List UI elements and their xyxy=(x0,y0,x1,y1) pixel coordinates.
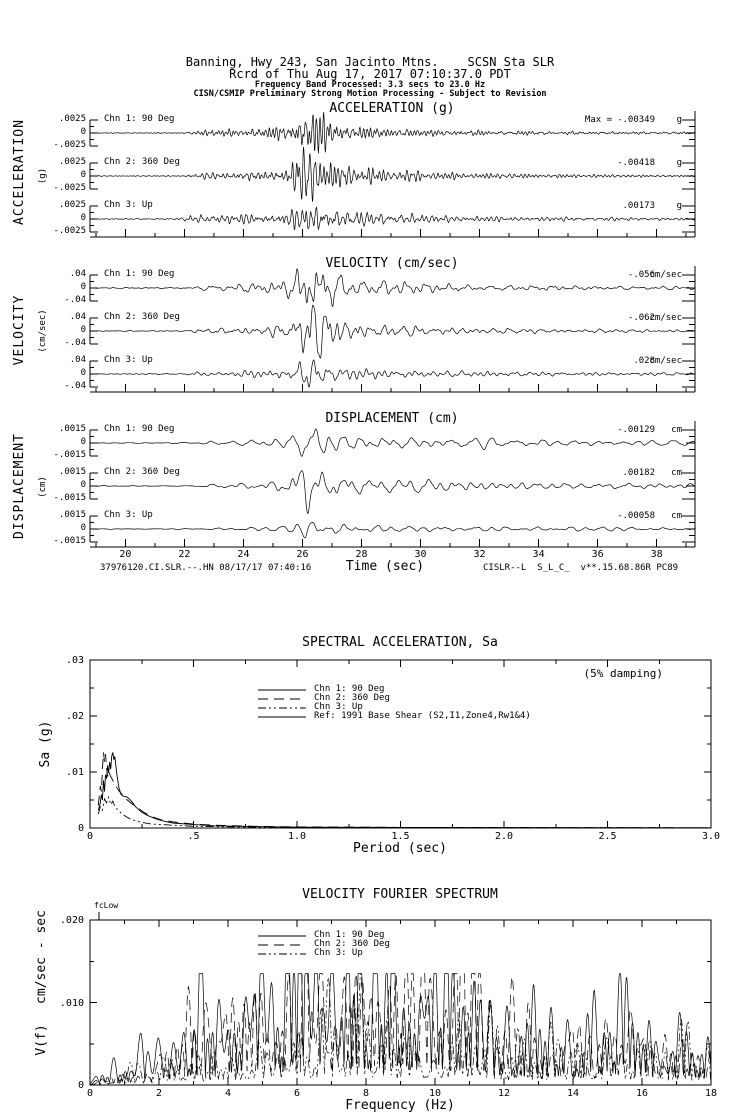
channel-label: Chn 3: Up xyxy=(104,355,153,365)
max-unit: cm xyxy=(671,425,682,435)
max-value: .00182 xyxy=(622,468,655,478)
time-tick-label: 34 xyxy=(532,549,545,560)
sa-curve-ch1 xyxy=(98,752,711,827)
fourier-y-tick-label: .010 xyxy=(59,997,84,1009)
sa-y-tick-label: .03 xyxy=(65,655,84,666)
damping-note: (5% damping) xyxy=(583,667,663,680)
fourier-curve-ch1 xyxy=(90,974,711,1084)
sa-legend-item: Chn 2: 360 Deg xyxy=(314,693,390,703)
sa-y-tick-label: 0 xyxy=(77,823,84,834)
max-unit: g xyxy=(676,158,682,168)
waveform-acceleration-time-series-ch2 xyxy=(90,147,695,202)
velocity-axis-label: VELOCITY xyxy=(11,294,27,366)
max-value: -.00418 xyxy=(617,158,655,168)
channel-label: Chn 1: 90 Deg xyxy=(104,269,175,279)
channel-label: Chn 3: Up xyxy=(104,200,153,210)
channel-label: Chn 1: 90 Deg xyxy=(104,114,175,124)
scale-label: .0025 xyxy=(58,114,86,124)
scale-label: 0 xyxy=(80,325,86,335)
scale-label: 0 xyxy=(80,170,86,180)
time-tick-label: 24 xyxy=(237,549,250,560)
scale-label: .0015 xyxy=(58,467,86,477)
displacement-axis-label: DISPLACEMENT xyxy=(11,433,27,539)
scale-label: 0 xyxy=(80,480,86,490)
fourier-y-tick-label: .020 xyxy=(59,915,84,926)
fourier-x-tick-label: 14 xyxy=(566,1088,580,1099)
max-unit: cm/sec xyxy=(649,356,682,366)
channel-label: Chn 3: Up xyxy=(104,510,153,520)
fourier-x-tick-label: 2 xyxy=(155,1088,163,1099)
scale-label: -.0025 xyxy=(53,140,86,150)
scale-label: 0 xyxy=(80,213,86,223)
record-datetime: Rcrd of Thu Aug 17, 2017 07:10:37.0 PDT xyxy=(229,67,511,81)
scale-label: -.04 xyxy=(64,381,86,391)
channel-label: Chn 2: 360 Deg xyxy=(104,157,180,167)
sa-x-tick-label: 2.5 xyxy=(598,831,617,842)
displacement-panel-title: DISPLACEMENT (cm) xyxy=(325,411,459,426)
time-tick-label: 26 xyxy=(296,549,309,560)
scale-label: -.0015 xyxy=(53,536,86,546)
sa-x-tick-label: 2.0 xyxy=(494,831,514,842)
sa-y-axis-label: Sa (g) xyxy=(37,720,53,768)
scale-label: 0 xyxy=(80,127,86,137)
waveform-velocity-time-series-ch2 xyxy=(90,305,695,358)
scale-label: -.04 xyxy=(64,338,86,348)
time-axis-label: Time (sec) xyxy=(345,559,425,574)
scale-label: -.0015 xyxy=(53,493,86,503)
displacement-axis-unit: (cm) xyxy=(38,476,49,498)
max-value: .00173 xyxy=(622,201,655,211)
sa-x-tick-label: .5 xyxy=(187,831,200,842)
max-value: -.062 xyxy=(627,313,655,323)
fclow-marker-label: fcLow xyxy=(94,901,119,910)
max-unit: cm xyxy=(671,511,682,521)
sa-legend-item: Ref: 1991 Base Shear (S2,I1,Zone4,Rw1&4) xyxy=(314,711,531,721)
waveform-velocity-time-series-ch1 xyxy=(90,269,695,307)
scale-label: 0 xyxy=(80,523,86,533)
sa-plot-title: SPECTRAL ACCELERATION, Sa xyxy=(302,635,498,650)
frequency-axis-label: Frequency (Hz) xyxy=(345,1098,455,1113)
channel-label: Chn 1: 90 Deg xyxy=(104,424,175,434)
fourier-legend-item: Chn 2: 360 Deg xyxy=(314,939,390,949)
scale-label: 0 xyxy=(80,282,86,292)
period-axis-label: Period (sec) xyxy=(353,841,447,856)
fourier-x-tick-label: 10 xyxy=(428,1088,442,1099)
scale-label: -.0025 xyxy=(53,183,86,193)
max-value: -.00129 xyxy=(617,425,655,435)
scale-label: .0025 xyxy=(58,200,86,210)
time-tick-label: 22 xyxy=(178,549,191,560)
sa-legend-item: Chn 1: 90 Deg xyxy=(314,684,385,694)
scale-label: .0015 xyxy=(58,424,86,434)
time-tick-label: 28 xyxy=(355,549,368,560)
sa-x-tick-label: 1.0 xyxy=(287,831,307,842)
max-value: -.00058 xyxy=(617,511,655,521)
scale-label: .04 xyxy=(69,269,86,279)
time-tick-label: 38 xyxy=(650,549,663,560)
scale-label: .04 xyxy=(69,312,86,322)
frequency-band-note: Frequency Band Processed: 3.3 secs to 23.0 Hz xyxy=(254,80,486,90)
time-tick-label: 32 xyxy=(473,549,486,560)
waveform-displacement-time-series-ch1 xyxy=(90,429,695,456)
waveform-velocity-time-series-ch3 xyxy=(90,360,695,387)
processing-code-footer: CISLR--L S_L_C_ v**.15.68.86R PC89 xyxy=(483,563,679,573)
sa-x-tick-label: 1.5 xyxy=(391,831,410,842)
max-unit: cm/sec xyxy=(649,270,682,280)
scale-label: -.0025 xyxy=(53,226,86,236)
acceleration-axis-unit: (g) xyxy=(38,167,49,185)
fourier-x-tick-label: 6 xyxy=(293,1088,301,1099)
max-prefix: Max = xyxy=(584,115,612,125)
sa-curve-ch2 xyxy=(98,752,711,827)
waveform-acceleration-time-series-ch3 xyxy=(90,207,695,230)
scale-label: 0 xyxy=(80,368,86,378)
waveform-displacement-time-series-ch2 xyxy=(90,468,695,514)
time-tick-label: 36 xyxy=(591,549,604,560)
processing-note: CISN/CSMIP Preliminary Strong Motion Processing - Subject to Revision xyxy=(193,89,547,99)
fourier-plot-title: VELOCITY FOURIER SPECTRUM xyxy=(302,887,498,902)
sa-curve-ch3 xyxy=(98,797,711,828)
time-tick-label: 30 xyxy=(414,549,427,560)
channel-label: Chn 2: 360 Deg xyxy=(104,467,180,477)
fourier-x-tick-label: 18 xyxy=(704,1088,718,1099)
plot-frame xyxy=(90,660,711,828)
sa-y-tick-label: .01 xyxy=(65,767,84,778)
scale-label: -.04 xyxy=(64,295,86,305)
velocity-panel-title: VELOCITY (cm/sec) xyxy=(325,256,459,271)
acceleration-axis-label: ACCELERATION xyxy=(11,119,27,225)
channel-label: Chn 2: 360 Deg xyxy=(104,312,180,322)
record-title: Banning, Hwy 243, San Jacinto Mtns. SCSN Sta SLR xyxy=(185,55,555,69)
fourier-x-tick-label: 16 xyxy=(635,1088,649,1099)
max-unit: g xyxy=(676,115,682,125)
sa-x-tick-label: 0 xyxy=(86,831,94,842)
sa-x-tick-label: 3.0 xyxy=(701,831,721,842)
fourier-x-tick-label: 4 xyxy=(224,1088,232,1099)
scale-label: .0015 xyxy=(58,510,86,520)
fourier-x-tick-label: 12 xyxy=(497,1088,511,1099)
max-value: .028 xyxy=(633,356,655,366)
sa-y-tick-label: .02 xyxy=(65,711,84,722)
fourier-y-axis-label: V(f) xyxy=(33,1024,49,1056)
max-unit: cm/sec xyxy=(649,313,682,323)
acceleration-panel-title: ACCELERATION (g) xyxy=(329,101,455,116)
time-tick-label: 20 xyxy=(119,549,132,560)
max-value: -.00349 xyxy=(617,115,655,125)
fourier-legend-item: Chn 1: 90 Deg xyxy=(314,930,385,940)
fourier-x-tick-label: 8 xyxy=(362,1088,370,1099)
fourier-legend-item: Chn 3: Up xyxy=(314,948,363,958)
waveform-displacement-time-series-ch3 xyxy=(90,522,695,538)
max-unit: g xyxy=(676,201,682,211)
velocity-axis-unit: (cm/sec) xyxy=(38,309,49,353)
fourier-x-tick-label: 0 xyxy=(86,1088,94,1099)
max-value: -.056 xyxy=(627,270,655,280)
record-id-footer: 37976120.CI.SLR.--.HN 08/17/17 07:40:16 xyxy=(100,563,312,573)
fourier-y-axis-unit-label: cm/sec - sec xyxy=(33,910,49,1004)
fourier-y-tick-label: 0 xyxy=(77,1080,84,1091)
max-unit: cm xyxy=(671,468,682,478)
sa-legend-item: Chn 3: Up xyxy=(314,702,363,712)
scale-label: 0 xyxy=(80,437,86,447)
scale-label: -.0015 xyxy=(53,450,86,460)
scale-label: .0025 xyxy=(58,157,86,167)
scale-label: .04 xyxy=(69,355,86,365)
